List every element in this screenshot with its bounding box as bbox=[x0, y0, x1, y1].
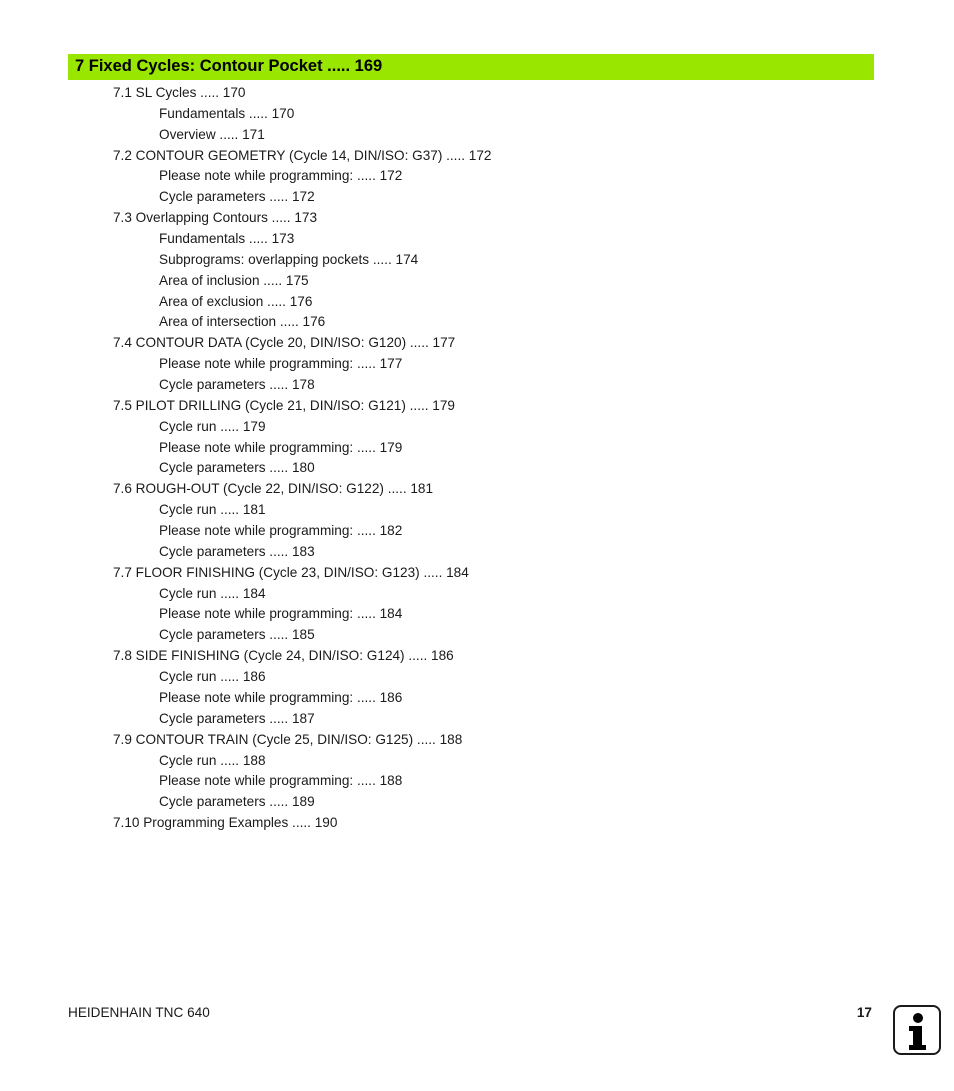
chapter-heading-bar bbox=[68, 54, 874, 80]
toc-section-link[interactable]: 7.3 Overlapping Contours ..... 173 bbox=[113, 210, 318, 226]
toc-subsection-link[interactable]: Fundamentals ..... 170 bbox=[159, 105, 295, 121]
toc-subsection-link[interactable]: Overview ..... 171 bbox=[159, 126, 265, 142]
toc-subsection-link[interactable]: Cycle parameters ..... 172 bbox=[159, 189, 315, 205]
toc-section-link[interactable]: 7.10 Programming Examples ..... 190 bbox=[113, 815, 338, 831]
toc-subsection-link[interactable]: Please note while programming: ..... 177 bbox=[159, 356, 403, 372]
toc-section-link[interactable]: 7.7 FLOOR FINISHING (Cycle 23, DIN/ISO: G123) ..... 184 bbox=[113, 564, 469, 580]
toc-subsection-link[interactable]: Cycle run ..... 181 bbox=[159, 502, 266, 518]
toc-subsection-link[interactable]: Area of inclusion ..... 175 bbox=[159, 272, 309, 288]
table-of-contents bbox=[0, 83, 491, 834]
toc-subsection-link[interactable]: Please note while programming: ..... 172 bbox=[159, 168, 403, 184]
toc-section-link[interactable]: 7.8 SIDE FINISHING (Cycle 24, DIN/ISO: G124) ..... 186 bbox=[113, 648, 454, 664]
chapter-title[interactable]: 7 Fixed Cycles: Contour Pocket ..... 169 bbox=[75, 57, 383, 75]
toc-subsection-link[interactable]: Cycle parameters ..... 189 bbox=[159, 794, 315, 810]
toc-subsection-link[interactable]: Please note while programming: ..... 179 bbox=[159, 439, 403, 455]
toc-subsection-link[interactable]: Subprograms: overlapping pockets ..... 174 bbox=[159, 251, 419, 267]
info-icon bbox=[893, 1005, 941, 1055]
toc-subsection-link[interactable]: Cycle parameters ..... 180 bbox=[159, 460, 315, 476]
toc-subsection-link[interactable]: Cycle run ..... 179 bbox=[159, 418, 266, 434]
toc-subsection-link[interactable]: Fundamentals ..... 173 bbox=[159, 231, 295, 247]
toc-subsection-link[interactable]: Cycle run ..... 188 bbox=[159, 752, 266, 768]
toc-subsection-link[interactable]: Cycle parameters ..... 185 bbox=[159, 627, 315, 643]
toc-subsection-link[interactable]: Please note while programming: ..... 184 bbox=[159, 606, 403, 622]
page-number: 17 bbox=[856, 1005, 872, 1020]
toc-section-link[interactable]: 7.4 CONTOUR DATA (Cycle 20, DIN/ISO: G120) ..... 177 bbox=[113, 335, 456, 351]
toc-subsection-link[interactable]: Area of exclusion ..... 176 bbox=[159, 293, 313, 309]
toc-subsection-link[interactable]: Please note while programming: ..... 188 bbox=[159, 773, 403, 789]
toc-subsection-link[interactable]: Cycle run ..... 186 bbox=[159, 669, 266, 685]
toc-section-link[interactable]: 7.5 PILOT DRILLING (Cycle 21, DIN/ISO: G121) ..... 179 bbox=[113, 397, 455, 413]
toc-section-link[interactable]: 7.6 ROUGH-OUT (Cycle 22, DIN/ISO: G122) ..... 181 bbox=[113, 481, 434, 497]
toc-subsection-link[interactable]: Cycle run ..... 184 bbox=[159, 585, 266, 601]
toc-subsection-link[interactable]: Cycle parameters ..... 183 bbox=[159, 543, 315, 559]
toc-subsection-link[interactable]: Please note while programming: ..... 182 bbox=[159, 523, 403, 539]
footer-product-name: HEIDENHAIN TNC 640 bbox=[68, 1005, 210, 1020]
toc-subsection-link[interactable]: Area of intersection ..... 176 bbox=[159, 314, 326, 330]
toc-section-link[interactable]: 7.9 CONTOUR TRAIN (Cycle 25, DIN/ISO: G125) ..... 188 bbox=[113, 731, 463, 747]
toc-section-link[interactable]: 7.1 SL Cycles ..... 170 bbox=[113, 85, 246, 100]
toc-subsection-link[interactable]: Cycle parameters ..... 187 bbox=[159, 710, 315, 726]
toc-section-link[interactable]: 7.2 CONTOUR GEOMETRY (Cycle 14, DIN/ISO: G37) ..... 172 bbox=[113, 147, 492, 163]
toc-subsection-link[interactable]: Please note while programming: ..... 186 bbox=[159, 689, 403, 705]
toc-subsection-link[interactable]: Cycle parameters ..... 178 bbox=[159, 377, 315, 393]
